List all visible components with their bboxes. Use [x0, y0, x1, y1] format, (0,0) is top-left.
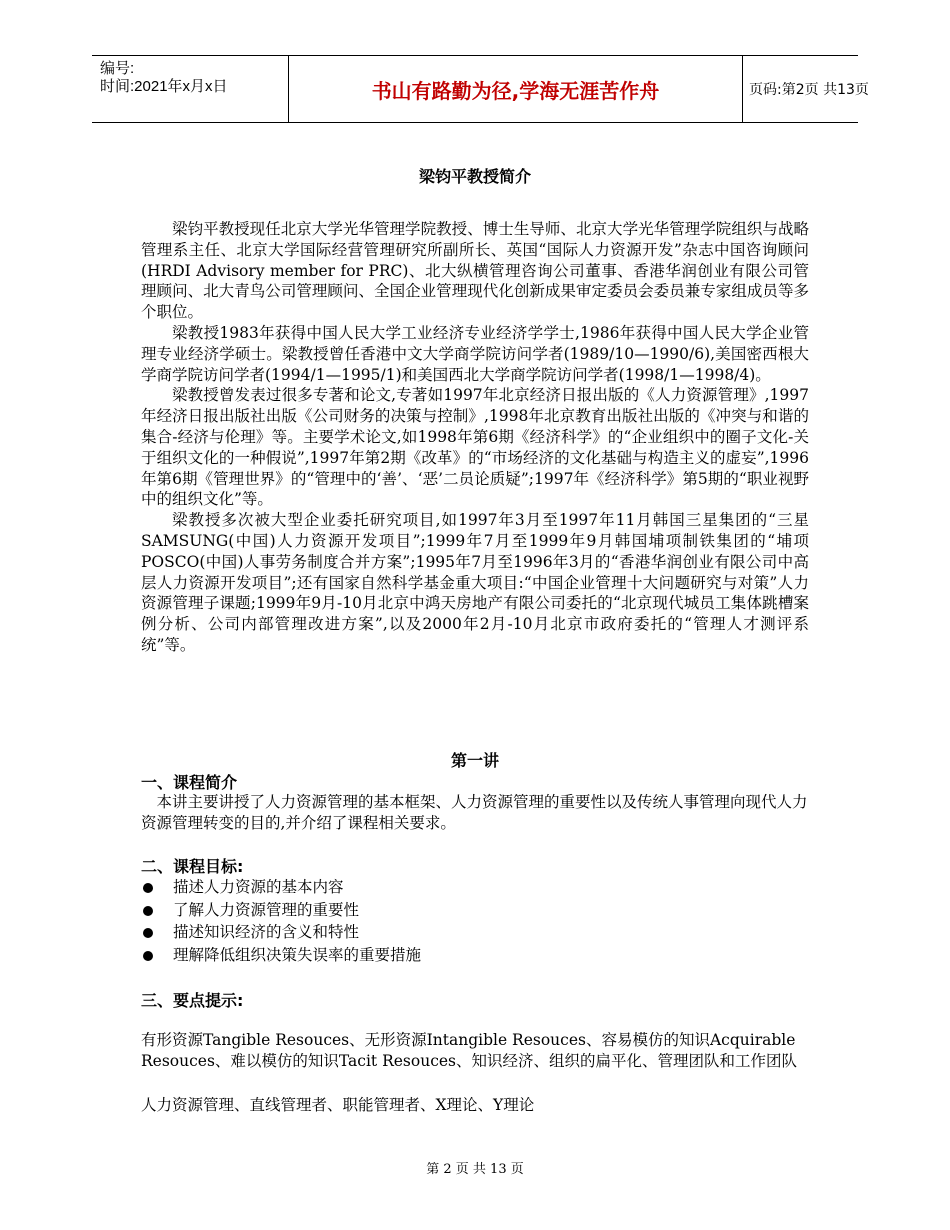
document-title: 梁钧平教授简介: [418, 167, 531, 186]
lecture-title: 第一讲: [450, 751, 499, 770]
bullet-icon: [143, 928, 153, 938]
goal-text: 了解人力资源管理的重要性: [173, 900, 360, 919]
bio-paragraph: 梁教授1983年获得中国人民大学工业经济专业经济学学士,1986年获得中国人民大学企业管理专业经济学硕士。梁教授曾任香港中文大学商学院访问学者(1989/10—1990/6),美国密西根大学商学院访问学者(1994/1—1995/1)和美国西北大学商学院访问学者(1998/1—1998/4)。: [141, 323, 809, 384]
document-number-label: 编号:: [100, 60, 135, 77]
list-item: [141, 944, 421, 967]
header-page-info: 页码:第2页 共13页: [749, 82, 869, 98]
bullet-icon: [143, 951, 153, 961]
page-footer: 第 2 页 共 13 页: [426, 1162, 524, 1177]
section-intro-text: 本讲主要讲授了人力资源管理的基本框架、人力资源管理的重要性以及传统人事管理向现代人力资源管理转变的目的,并介绍了课程相关要求。: [141, 793, 808, 832]
goal-text: 描述知识经济的含义和特性: [173, 923, 360, 941]
list-item: [141, 921, 421, 944]
bio-paragraph: 梁教授多次被大型企业委托研究项目,如1997年3月至1997年11月韩国三星集团的“三星SAMSUNG(中国)人力资源开发项目”;1999年7月至1999年9月韩国埔项制铁集团的“埔项POSCO(中国)人事劳务制度合并方案”;1995年7月至1996年3月的“香港华润创业有限公司中高层人力资源开发项目”;还有国家自然科学基金重大项目:“中国企业管理十大问题研究与对策”人力资源管理子课题;1999年9月-10月北京中鸿天房地产有限公司委托的“北京现代城员工集体跳槽案例分析、公司内部管理改进方案”,以及2000年2月-10月北京市政府委托的“管理人才测评系统”等。: [141, 511, 809, 654]
key-points-text: 有形资源Tangible Resouces、无形资源Intangible Resouces、容易模仿的知识Acquirable Resouces、难以模仿的知识Tacit Resouces、知识经济、组织的扁平化、管理团队和工作团队: [141, 1031, 798, 1070]
list-item: [141, 876, 421, 899]
page-header: [92, 55, 869, 123]
key-points-text-2: 人力资源管理、直线管理者、职能管理者、X理论、Y理论: [141, 1096, 535, 1114]
document-time-label: 时间:2021年x月x日: [100, 78, 228, 95]
bio-section: [141, 219, 809, 656]
bio-paragraph: 梁教授曾发表过很多专著和论文,专著如1997年北京经济日报出版的《人力资源管理》,1997年经济日报出版社出版《公司财务的决策与控制》,1998年北京教育出版社出版的《冲突与和谐的集合-经济与伦理》等。主要学术论文,如1998年第6期《经济科学》的“企业组织中的圈子文化-关于组织文化的一种假说”,1997年第2期《改革》的“市场经济的文化基础与构造主义的虚妄”,1996年第6期《管理世界》的“管理中的‘善’、‘恶’二员论质疑”;1997年《经济科学》第5期的“职业视野中的组织文化”等。: [141, 386, 809, 509]
bio-paragraph: 梁钧平教授现任北京大学光华管理学院教授、博士生导师、北京大学光华管理学院组织与战略管理系主任、北京大学国际经营管理研究所副所长、英国“国际人力资源开发”杂志中国咨询顾问(HRDI Advisory member for PRC)、北大纵横管理咨询公司董事、香港华润创业有限公司管理顾问、北大青鸟公司管理顾问、全国企业管理现代化创新成果审定委员会委员兼专家组成员等多个职位。: [141, 220, 809, 322]
header-meta: [92, 56, 288, 122]
goal-text: 描述人力资源的基本内容: [173, 878, 344, 896]
section-heading-goals: 二、课程目标:: [141, 857, 244, 876]
section-heading-intro: 一、课程简介: [141, 773, 238, 792]
goals-list: [141, 876, 421, 966]
section-heading-points: 三、要点提示:: [141, 991, 244, 1010]
list-item: [141, 899, 421, 922]
bullet-icon: [143, 906, 153, 916]
header-motto: 书山有路勤为径,学海无涯苦作舟: [288, 56, 743, 122]
goal-text: 理解降低组织决策失误率的重要措施: [173, 945, 422, 964]
bullet-icon: [143, 883, 153, 893]
